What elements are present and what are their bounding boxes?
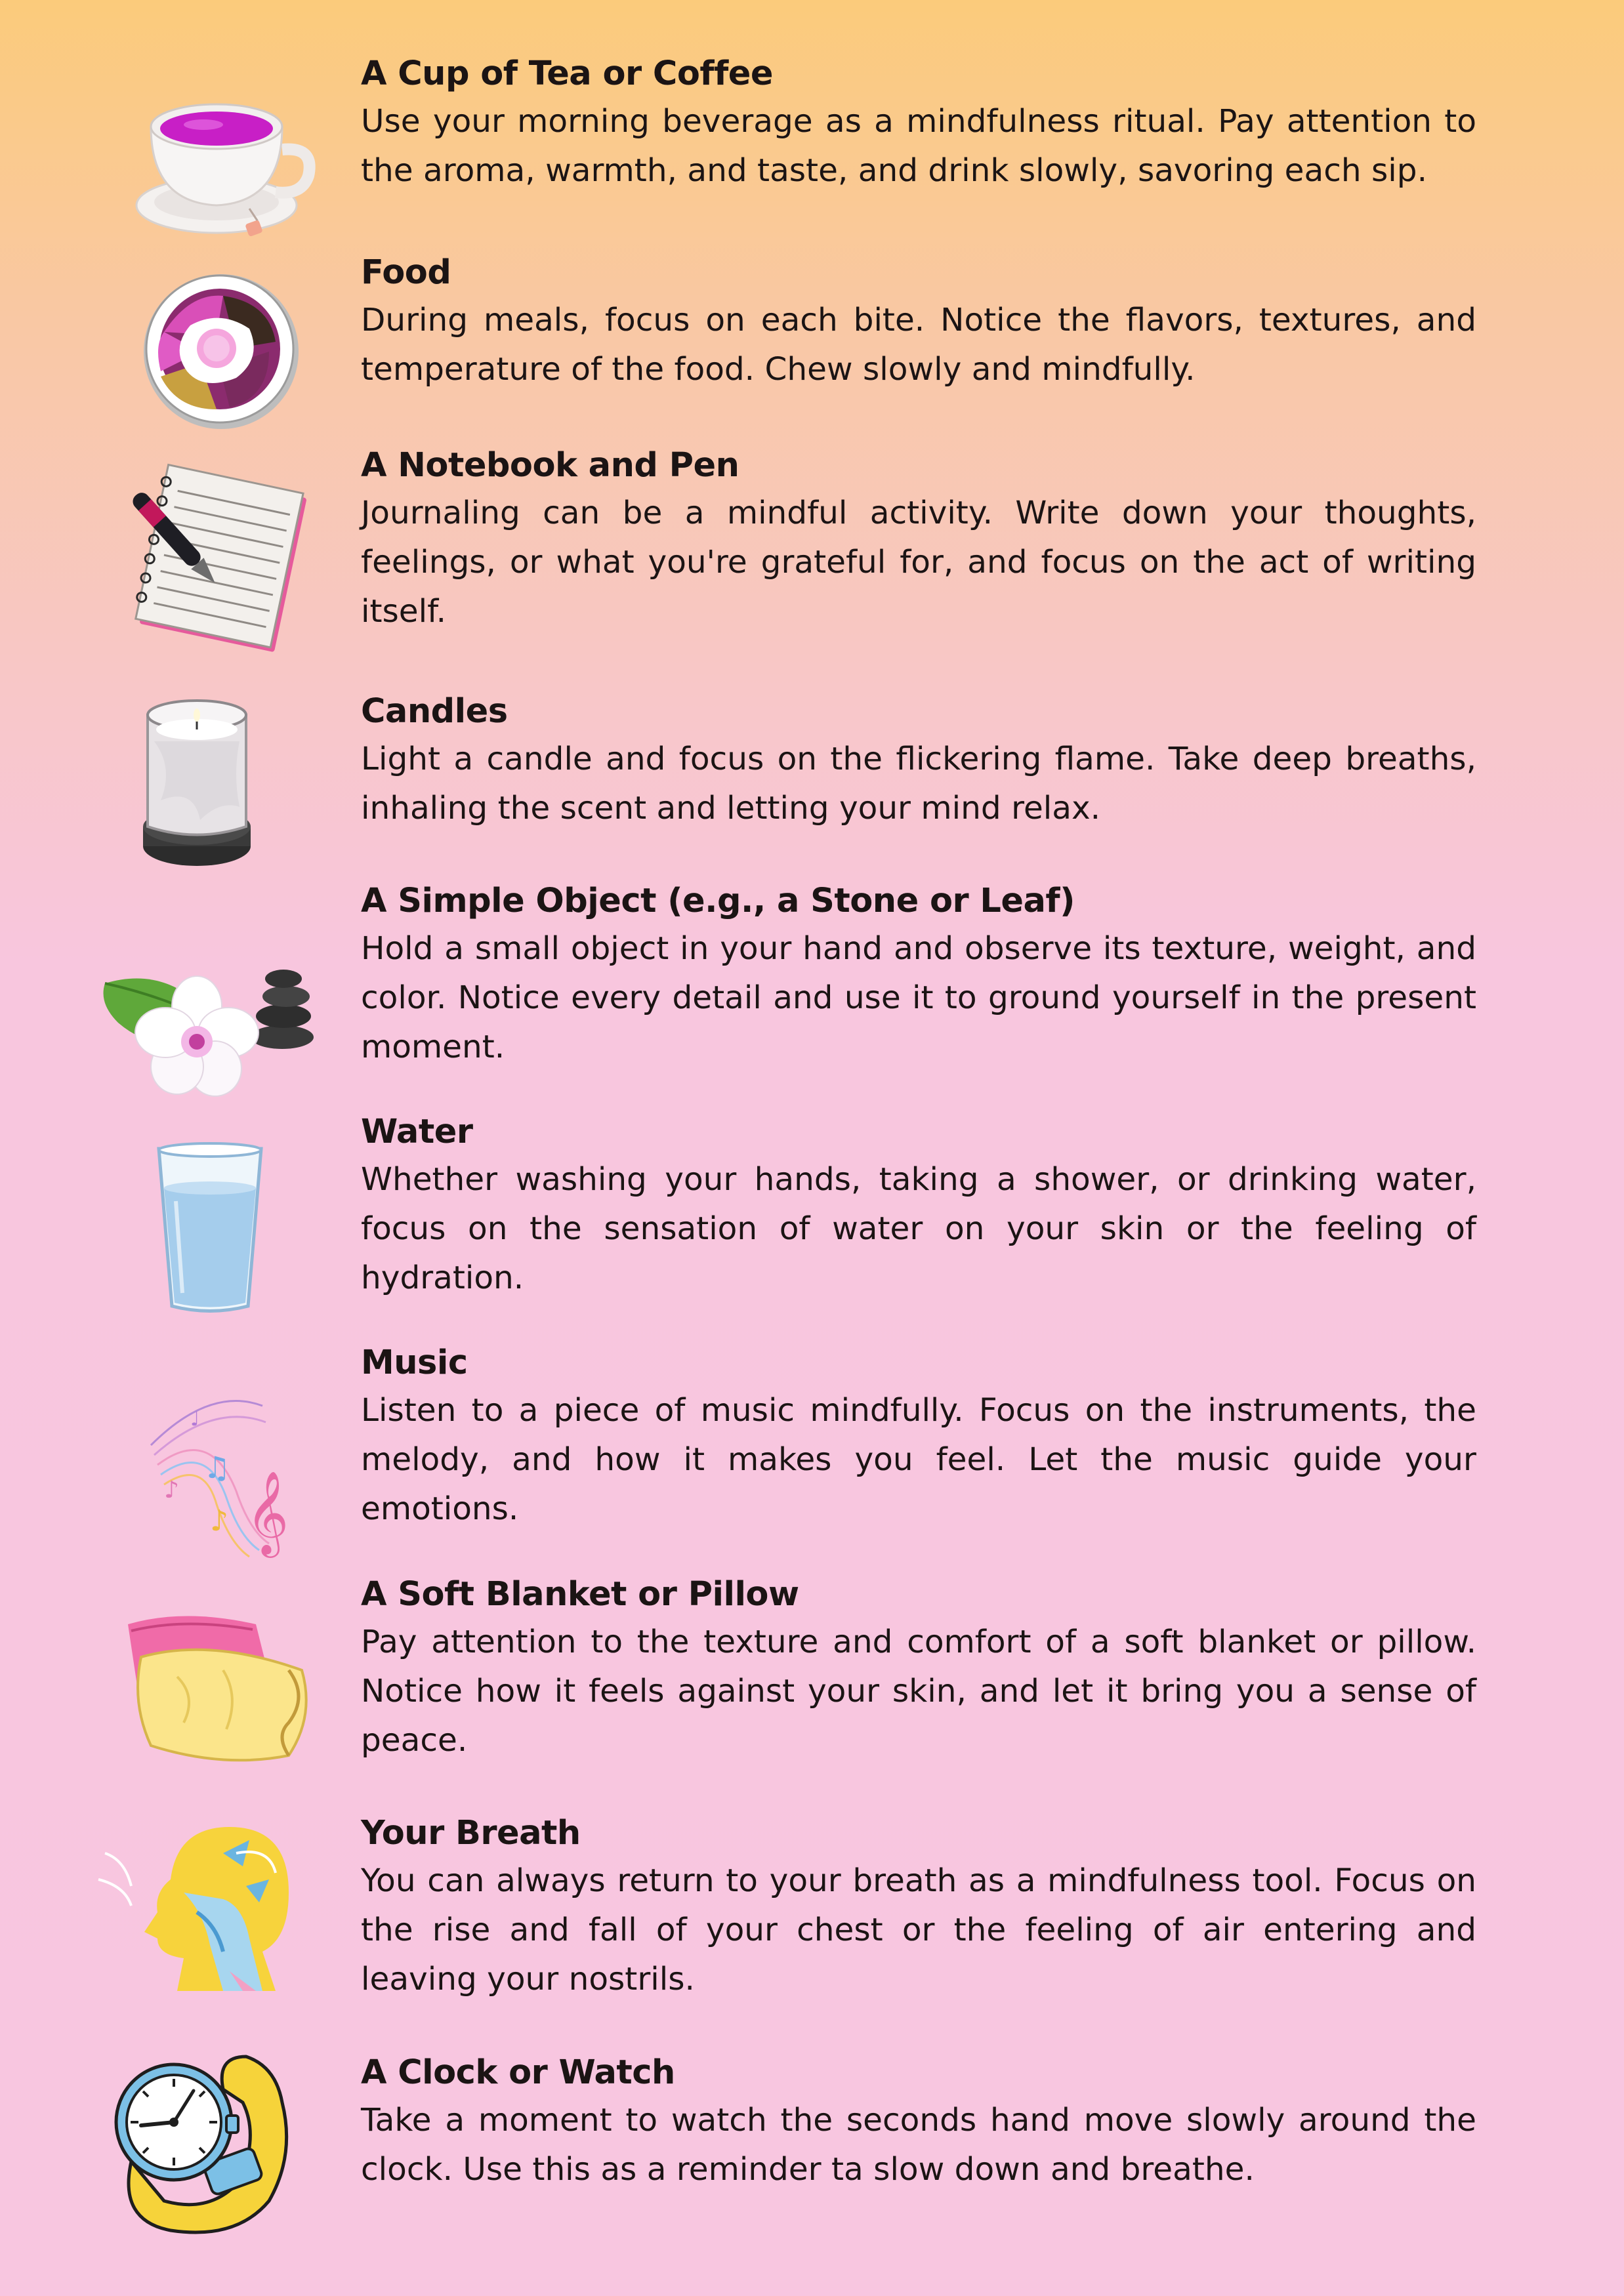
stone-leaf-flower-icon (92, 924, 328, 1121)
item-text (361, 1572, 1476, 1765)
item-description: Light a candle and focus on the flickering flame. Take deep breaths, inhaling the scent and letting your mind relax. (361, 741, 1476, 827)
item-text (361, 51, 1476, 195)
svg-text:♪: ♪ (164, 1477, 179, 1504)
item-text (361, 1340, 1476, 1534)
candle-icon (92, 689, 328, 886)
item-title: Music (361, 1343, 468, 1382)
item-description: Take a moment to watch the seconds hand move slowly around the clock. Use this as a reminder ta slow down and breathe. (361, 2102, 1476, 2188)
water-glass-icon (92, 1142, 328, 1339)
item-title: Food (361, 253, 451, 292)
item-description: Hold a small object in your hand and observe its texture, weight, and color. Notice every detail and use it to ground yourself in the present moment. (361, 930, 1476, 1065)
item-title: Candles (361, 692, 508, 731)
item-description: Listen to a piece of music mindfully. Focus on the instruments, the melody, and how it makes you feel. Let the music guide your emotions. (361, 1392, 1476, 1527)
item-text (361, 1811, 1476, 2004)
wristwatch-icon (92, 2050, 328, 2247)
blanket-pillow-icon (92, 1605, 328, 1801)
item-description: During meals, focus on each bite. Notice the flavors, textures, and temperature of the food. Chew slowly and mindfully. (361, 302, 1476, 388)
breath-head-icon (92, 1814, 328, 2011)
item-description: Pay attention to the texture and comfort of a soft blanket or pillow. Notice how it feels against your skin, and let it bring you a sense of peace. (361, 1624, 1476, 1759)
teacup-icon (92, 64, 328, 261)
item-text (361, 443, 1476, 636)
item-description: Use your morning beverage as a mindfulness ritual. Pay attention to the aroma, warmth, and taste, and drink slowly, savoring each sip. (361, 103, 1476, 189)
item-description: You can always return to your breath as a mindfulness tool. Focus on the rise and fall of your chest or the feeling of air entering and leaving your nostrils. (361, 1862, 1476, 1998)
item-title: A Notebook and Pen (361, 446, 739, 485)
item-text (361, 250, 1476, 394)
svg-text:♪: ♪ (210, 1504, 229, 1538)
item-text (361, 689, 1476, 833)
item-title: A Soft Blanket or Pillow (361, 1575, 799, 1614)
item-title: A Simple Object (e.g., a Stone or Leaf) (361, 882, 1075, 920)
item-text (361, 2050, 1476, 2194)
music-notes-icon (92, 1380, 328, 1576)
item-title: Water (361, 1113, 473, 1151)
food-bowl-icon (92, 260, 328, 457)
svg-text:𝄞: 𝄞 (246, 1470, 289, 1554)
notebook-pen-icon (92, 462, 328, 659)
item-text (361, 1109, 1476, 1303)
item-title: A Clock or Watch (361, 2053, 675, 2092)
item-text (361, 878, 1476, 1072)
svg-text:♩: ♩ (190, 1408, 200, 1431)
item-description: Whether washing your hands, taking a shower, or drinking water, focus on the sensation of water on your skin or the feeling of hydration. (361, 1161, 1476, 1296)
item-description: Journaling can be a mindful activity. Write down your thoughts, feelings, or what you're grateful for, and focus on the act of writing itself. (361, 495, 1476, 630)
svg-text:♫: ♫ (203, 1450, 231, 1485)
item-title: A Cup of Tea or Coffee (361, 54, 773, 93)
item-title: Your Breath (361, 1814, 581, 1853)
